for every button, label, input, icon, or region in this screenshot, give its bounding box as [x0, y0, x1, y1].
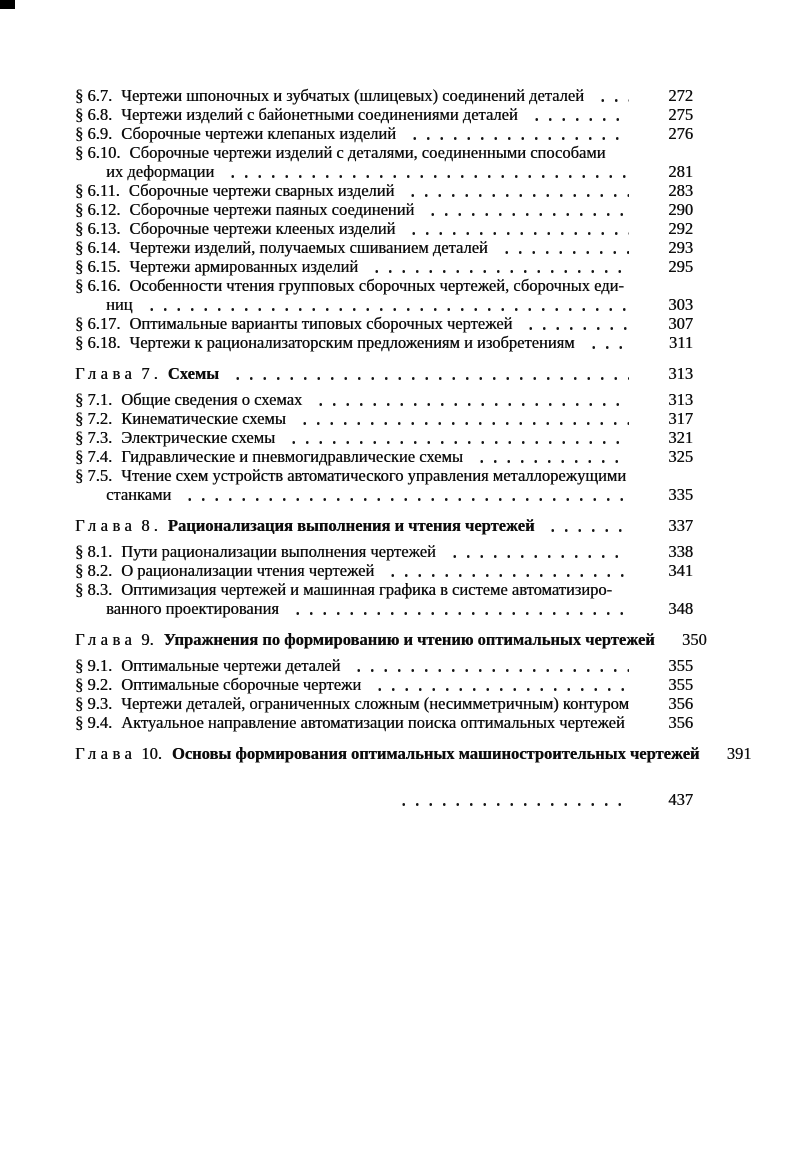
- toc-entry: [75, 86, 693, 105]
- toc-entry: [75, 561, 693, 580]
- chapter-heading: [75, 516, 534, 535]
- section-number: § 6.7.: [75, 86, 113, 105]
- section-number: § 6.13.: [75, 219, 121, 238]
- chapter-word: Глава: [75, 364, 137, 383]
- toc-entry-text: [75, 181, 394, 200]
- toc-entry-text: [75, 200, 414, 219]
- dot-leader: [179, 485, 629, 504]
- dot-leader: [403, 219, 629, 238]
- dot-leader: [520, 314, 629, 333]
- toc-chapter-entry: [75, 516, 693, 535]
- section-title: Оптимальные варианты типовых сборочных чертежей: [129, 314, 513, 333]
- section-number: § 8.2.: [75, 561, 113, 580]
- chapter-title: Рационализация выполнения и чтения чертежей: [167, 516, 535, 535]
- section-title: Кинематические схемы: [121, 409, 286, 428]
- scan-artifact-mark: [0, 0, 15, 9]
- toc-entry-text: [75, 694, 629, 713]
- page-number: 290: [668, 200, 693, 219]
- dot-leader: [141, 295, 630, 314]
- section-title: О рационализации чтения чертежей: [121, 561, 375, 580]
- section-title: Актуальное направление автоматизации поиска оптимальных чертежей: [121, 713, 625, 732]
- chapter-word: Глава: [75, 630, 137, 649]
- page-number: 321: [668, 428, 693, 447]
- toc-entry: [75, 219, 693, 238]
- toc-entry: [75, 713, 693, 732]
- section-title: Чертежи изделий, получаемых сшиванием деталей: [129, 238, 488, 257]
- section-title: Оптимизация чертежей и машинная графика в системе автоматизиро-: [121, 580, 613, 599]
- toc-entry-text: [75, 675, 361, 694]
- toc-entry: [75, 428, 693, 447]
- section-number: § 9.1.: [75, 656, 113, 675]
- toc-entry: [75, 580, 693, 599]
- page-number: 307: [668, 314, 693, 333]
- section-title: Чертежи шпоночных и зубчатых (шлицевых) соединений деталей: [121, 86, 584, 105]
- toc-entry: [75, 257, 693, 276]
- page-number: 325: [668, 447, 693, 466]
- toc-entry-text: [75, 390, 302, 409]
- dot-leader: [402, 181, 629, 200]
- section-number: § 7.3.: [75, 428, 113, 447]
- toc-entry-text: [75, 219, 395, 238]
- dot-leader: [592, 86, 629, 105]
- toc-entry-text: [75, 542, 436, 561]
- toc-entry-text: [75, 238, 488, 257]
- dot-leader: [382, 561, 629, 580]
- toc-entry: [75, 542, 693, 561]
- section-title: Оптимальные сборочные чертежи: [121, 675, 362, 694]
- toc-entry-wrap-line: [75, 295, 693, 314]
- section-title-continuation: ванного проектирования: [106, 599, 279, 618]
- section-title: Оптимальные чертежи деталей: [121, 656, 341, 675]
- toc-entry-text: [75, 257, 358, 276]
- section-title: Общие сведения о схемах: [121, 390, 303, 409]
- toc-entry-wrap-line: [75, 599, 693, 618]
- dot-leader: [526, 105, 629, 124]
- section-title: Гидравлические и пневмогидравлические схемы: [121, 447, 463, 466]
- dot-leader: [310, 390, 629, 409]
- page-number: 313: [668, 364, 693, 383]
- toc-entry: [75, 105, 693, 124]
- page-number: 356: [668, 694, 693, 713]
- page-number: 355: [668, 656, 693, 675]
- chapter-heading: [75, 630, 655, 649]
- page-number: 295: [668, 257, 693, 276]
- toc-entry-text: [75, 86, 584, 105]
- toc-entry-text: [75, 428, 275, 447]
- page-number: 356: [668, 713, 693, 732]
- page-number: 311: [668, 333, 693, 352]
- chapter-title: Упражнения по формированию и чтению оптимальных чертежей: [163, 630, 655, 649]
- dot-leader: [542, 516, 629, 535]
- chapter-heading: [75, 744, 699, 763]
- page-number: 338: [668, 542, 693, 561]
- section-number: § 7.2.: [75, 409, 113, 428]
- toc-list: [75, 86, 752, 809]
- section-number: § 6.18.: [75, 333, 121, 352]
- section-title: Сборочные чертежи клепаных изделий: [121, 124, 396, 143]
- toc-entry-text: [75, 314, 512, 333]
- page-number: 283: [668, 181, 693, 200]
- chapter-title: Схемы: [167, 364, 219, 383]
- section-number: § 7.5.: [75, 466, 113, 485]
- page-number: 317: [668, 409, 693, 428]
- section-number: § 6.14.: [75, 238, 121, 257]
- toc-entry: [75, 276, 693, 295]
- toc-entry-wrap-line: [75, 485, 693, 504]
- toc-entry: [75, 409, 693, 428]
- toc-entry-text: [75, 466, 626, 485]
- page-number: 337: [668, 516, 693, 535]
- section-number: § 6.9.: [75, 124, 113, 143]
- section-number: § 9.4.: [75, 713, 113, 732]
- section-title: Чертежи армированных изделий: [129, 257, 359, 276]
- toc-continuation-row: [75, 790, 693, 809]
- section-number: § 6.17.: [75, 314, 121, 333]
- section-number: § 6.12.: [75, 200, 121, 219]
- chapter-word: Глава: [75, 516, 137, 535]
- section-title-continuation: ниц: [106, 295, 133, 314]
- toc-entry-text: [75, 713, 625, 732]
- section-number: § 6.11.: [75, 181, 120, 200]
- page-number: 437: [668, 790, 693, 809]
- section-title: Особенности чтения групповых сборочных чертежей, сборочных еди-: [129, 276, 624, 295]
- toc-chapter-entry: [75, 364, 693, 383]
- toc-entry-text: [75, 447, 463, 466]
- section-title: Сборочные чертежи изделий с деталями, соединенными способами: [129, 143, 606, 162]
- dot-leader: [422, 200, 629, 219]
- dot-leader: [283, 428, 629, 447]
- section-title: Электрические схемы: [121, 428, 276, 447]
- toc-entry-text: [75, 143, 605, 162]
- section-title: Чертежи изделий с байонетными соединениями деталей: [121, 105, 518, 124]
- page-number: 391: [726, 744, 752, 763]
- toc-entry: [75, 314, 693, 333]
- section-title: Сборочные чертежи сварных изделий: [128, 181, 395, 200]
- page-number: 293: [668, 238, 693, 257]
- dot-leader: [348, 656, 629, 675]
- chapter-word: Глава: [75, 744, 137, 763]
- toc-entry: [75, 181, 693, 200]
- page-number: 313: [668, 390, 693, 409]
- section-number: § 9.2.: [75, 675, 113, 694]
- toc-entry-text: [75, 561, 374, 580]
- toc-entry: [75, 143, 693, 162]
- toc-entry-text: [75, 656, 340, 675]
- toc-entry-text: [75, 409, 286, 428]
- page-number: 272: [668, 86, 693, 105]
- toc-entry: [75, 200, 693, 219]
- chapter-title: Основы формирования оптимальных машиностроительных чертежей: [171, 744, 700, 763]
- page-number: 276: [668, 124, 693, 143]
- dot-leader: [471, 447, 629, 466]
- dot-leader: [294, 409, 629, 428]
- dot-leader: [444, 542, 629, 561]
- section-title: Чертежи к рационализаторским предложениям и изобретениям: [129, 333, 575, 352]
- dot-leader: [222, 162, 629, 181]
- section-title: Сборочные чертежи клееных изделий: [129, 219, 396, 238]
- section-number: § 6.10.: [75, 143, 121, 162]
- dot-leader: [287, 599, 629, 618]
- toc-entry: [75, 466, 693, 485]
- page-number: 341: [668, 561, 693, 580]
- page-number: 335: [668, 485, 693, 504]
- page-number: 348: [668, 599, 693, 618]
- section-number: § 7.4.: [75, 447, 113, 466]
- section-title-continuation: станками: [106, 485, 172, 504]
- toc-entry: [75, 447, 693, 466]
- page-number: 350: [681, 630, 707, 649]
- page-number: 303: [668, 295, 693, 314]
- toc-entry: [75, 694, 693, 713]
- dot-leader: [496, 238, 629, 257]
- chapter-heading: [75, 364, 219, 383]
- section-number: § 8.3.: [75, 580, 113, 599]
- dot-leader: [393, 790, 629, 809]
- toc-entry-text: [75, 124, 396, 143]
- toc-entry-text: [75, 580, 612, 599]
- table-of-contents: [75, 86, 752, 809]
- page-number: 355: [668, 675, 693, 694]
- page-number: 292: [668, 219, 693, 238]
- section-number: § 8.1.: [75, 542, 113, 561]
- dot-leader: [369, 675, 629, 694]
- chapter-number: 7 .: [141, 364, 158, 383]
- section-number: § 7.1.: [75, 390, 113, 409]
- chapter-number: 10.: [141, 744, 162, 763]
- toc-entry: [75, 238, 693, 257]
- toc-entry: [75, 390, 693, 409]
- dot-leader: [366, 257, 629, 276]
- section-title: Чтение схем устройств автоматического управления металлорежущими: [121, 466, 627, 485]
- toc-entry-wrap-line: [75, 162, 693, 181]
- section-title-continuation: их деформации: [106, 162, 215, 181]
- toc-chapter-entry: [75, 744, 752, 763]
- toc-entry: [75, 656, 693, 675]
- dot-leader: [227, 364, 629, 383]
- toc-entry-text: [75, 105, 518, 124]
- section-number: § 6.16.: [75, 276, 121, 295]
- toc-entry: [75, 124, 693, 143]
- section-title: Сборочные чертежи паяных соединений: [129, 200, 415, 219]
- page-number: 281: [668, 162, 693, 181]
- section-number: § 9.3.: [75, 694, 113, 713]
- chapter-number: 9.: [141, 630, 154, 649]
- toc-chapter-entry: [75, 630, 707, 649]
- section-title: Чертежи деталей, ограниченных сложным (несимметричным) контуром: [121, 694, 629, 713]
- toc-entry: [75, 675, 693, 694]
- dot-leader: [404, 124, 629, 143]
- page-number: 275: [668, 105, 693, 124]
- dot-leader: [583, 333, 629, 352]
- toc-entry-text: [75, 276, 624, 295]
- toc-entry-text: [75, 333, 575, 352]
- toc-entry: [75, 333, 693, 352]
- section-number: § 6.15.: [75, 257, 121, 276]
- chapter-number: 8 .: [141, 516, 158, 535]
- section-title: Пути рационализации выполнения чертежей: [121, 542, 436, 561]
- section-number: § 6.8.: [75, 105, 113, 124]
